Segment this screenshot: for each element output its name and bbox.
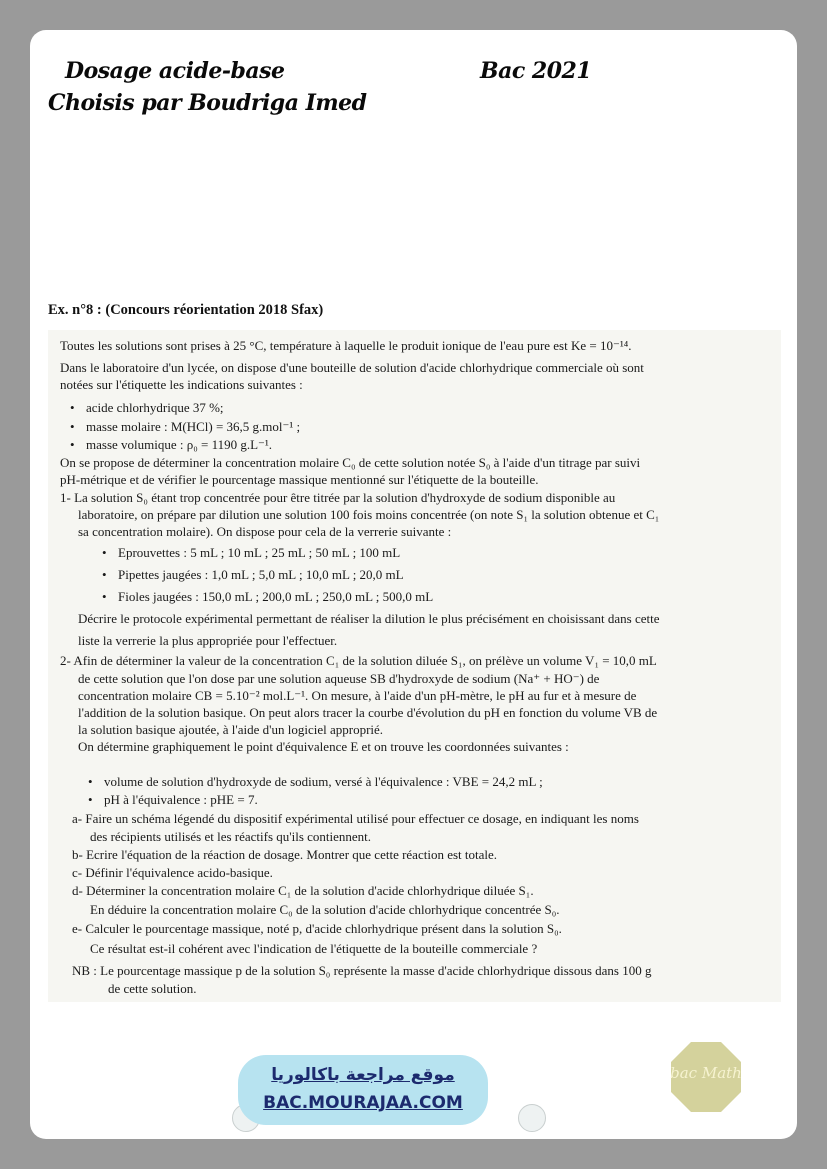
exercise-body [48, 330, 781, 1002]
text-line: Ce résultat est-il cohérent avec l'indication de l'étiquette de la bouteille commerciale ? [90, 941, 538, 956]
header-author: Choisis par Boudriga Imed [48, 90, 367, 116]
site-url-link[interactable]: BAC.MOURAJAA.COM [263, 1093, 463, 1113]
text-line: c- Définir l'équivalence acido-basique. [72, 865, 273, 880]
list-item: • volume de solution d'hydroxyde de sodium, versé à l'équivalence : VBE = 24,2 mL ; [88, 774, 543, 789]
site-name-arabic[interactable]: موقع مراجعة باكالوريا [271, 1065, 455, 1085]
text-line: On se propose de déterminer la concentration molaire C₀ de cette solution notée S₀ à l'aide d'un titrage par suivi [60, 455, 641, 470]
text-line: sa concentration molaire). On dispose pour cela de la verrerie suivante : [78, 524, 452, 539]
text-line: de cette solution. [108, 981, 197, 996]
header-topic: Dosage acide-base [65, 58, 285, 84]
text-line: Toutes les solutions sont prises à 25 °C, température à laquelle le produit ionique de l'eau pure est Ke = 10⁻¹⁴. [60, 338, 632, 353]
badge-text: bac Math [670, 1064, 742, 1082]
text-line: 2- Afin de déterminer la valeur de la concentration C₁ de la solution diluée S₁, on prélève un volume V₁ = 10,0 mL [60, 653, 657, 668]
text-line: d- Déterminer la concentration molaire C₁ de la solution d'acide chlorhydrique diluée S₁. [72, 883, 534, 898]
text-line: Décrire le protocole expérimental permettant de réaliser la dilution le plus précisément en choisissant dans cette [78, 611, 660, 626]
text-line: notées sur l'étiquette les indications suivantes : [60, 377, 303, 392]
list-item: • pH à l'équivalence : pHE = 7. [88, 792, 258, 807]
text-line: concentration molaire CB = 5.10⁻² mol.L⁻¹. On mesure, à l'aide d'un pH-mètre, le pH au fur et à mesure de [78, 688, 637, 703]
text-line: On détermine graphiquement le point d'équivalence E et on trouve les coordonnées suivantes : [78, 739, 569, 754]
text-line: la solution basique ajoutée, à l'aide d'un logiciel approprié. [78, 722, 384, 737]
text-line: NB : Le pourcentage massique p de la solution S₀ représente la masse d'acide chlorhydrique dissous dans 100 g [72, 963, 652, 978]
list-item: • Eprouvettes : 5 mL ; 10 mL ; 25 mL ; 50 mL ; 100 mL [102, 545, 401, 560]
text-line: b- Ecrire l'équation de la réaction de dosage. Montrer que cette réaction est totale. [72, 847, 498, 862]
book-logo-icon [518, 1104, 546, 1132]
text-line: liste la verrerie la plus appropriée pour l'effectuer. [78, 633, 338, 648]
text-line: a- Faire un schéma légendé du dispositif expérimental utilisé pour effectuer ce dosage, en indiquant les noms [72, 811, 639, 826]
list-item: • acide chlorhydrique 37 %; [70, 400, 224, 415]
text-line: pH-métrique et de vérifier le pourcentage massique mentionné sur l'étiquette de la bouteille. [60, 472, 539, 487]
bac-math-badge [669, 1040, 743, 1114]
list-item: • Pipettes jaugées : 1,0 mL ; 5,0 mL ; 10,0 mL ; 20,0 mL [102, 567, 404, 582]
text-line: Dans le laboratoire d'un lycée, on dispose d'une bouteille de solution d'acide chlorhydrique commerciale où sont [60, 360, 644, 375]
document-page [30, 30, 797, 1139]
exercise-title: Ex. n°8 : (Concours réorientation 2018 Sfax) [48, 302, 324, 318]
text-line: laboratoire, on prépare par dilution une solution 100 fois moins concentrée (on note S₁ la solution obtenue et C₁ [78, 507, 660, 522]
header-year: Bac 2021 [480, 58, 592, 84]
list-item: • masse molaire : M(HCl) = 36,5 g.mol⁻¹ ; [70, 419, 301, 434]
site-banner[interactable] [238, 1055, 488, 1125]
list-item: • masse volumique : ρ₀ = 1190 g.L⁻¹. [70, 437, 273, 452]
text-line: e- Calculer le pourcentage massique, noté p, d'acide chlorhydrique présent dans la solution S₀. [72, 921, 562, 936]
text-line: En déduire la concentration molaire C₀ de la solution d'acide chlorhydrique concentrée S₀. [90, 902, 560, 917]
text-line: 1- La solution S₀ étant trop concentrée pour être titrée par la solution d'hydroxyde de sodium disponible au [60, 490, 616, 505]
text-line: de cette solution que l'on dose par une solution aqueuse SB d'hydroxyde de sodium (Na⁺ + HO⁻) de [78, 671, 600, 686]
text-line: des récipients utilisés et les réactifs qu'ils contiennent. [90, 829, 372, 844]
text-line: l'addition de la solution basique. On peut alors tracer la courbe d'évolution du pH en fonction du volume VB de [78, 705, 658, 720]
list-item: • Fioles jaugées : 150,0 mL ; 200,0 mL ; 250,0 mL ; 500,0 mL [102, 589, 434, 604]
